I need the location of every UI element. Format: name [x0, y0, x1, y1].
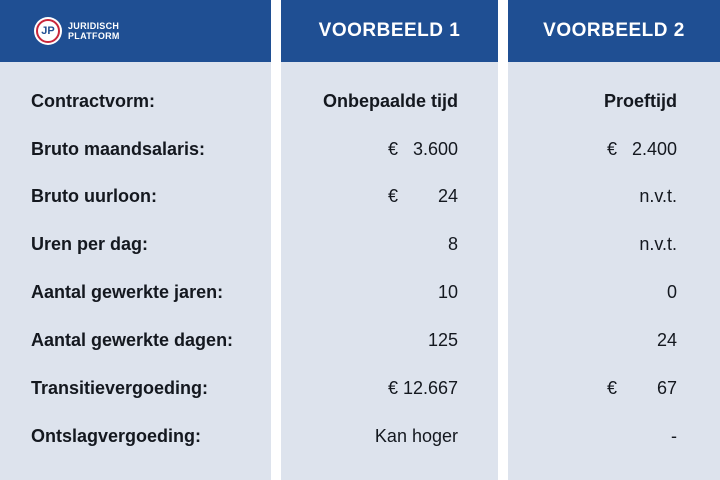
ex2-gewerkte-dagen: 24 — [656, 330, 677, 350]
money-cell — [388, 373, 458, 403]
example-2-header: VOORBEELD 2 — [508, 0, 720, 62]
logo-badge-icon — [34, 17, 62, 45]
row-label-uren-per-dag: Uren per dag: — [31, 234, 149, 254]
row-label-contractvorm: Contractvorm: — [31, 91, 156, 111]
money-cell — [607, 373, 677, 403]
currency-symbol: € — [607, 139, 618, 159]
ex2-gewerkte-jaren: 0 — [666, 282, 677, 302]
ex1-bruto-maandsalaris — [388, 134, 458, 164]
money-cell — [607, 134, 677, 164]
example-1-column — [281, 0, 498, 480]
amount: 2.400 — [631, 139, 677, 159]
logo-wordmark — [68, 21, 120, 41]
logo-header — [0, 0, 271, 62]
currency-symbol: € — [388, 378, 399, 398]
amount: 3.600 — [412, 139, 458, 159]
row-label-gewerkte-jaren: Aantal gewerkte jaren: — [31, 282, 224, 302]
ex1-contractvorm: Onbepaalde tijd — [322, 91, 458, 111]
row-label-gewerkte-dagen: Aantal gewerkte dagen: — [31, 330, 234, 350]
money-cell — [388, 181, 458, 211]
amount: 24 — [437, 186, 458, 206]
logo-line-1: JURIDISCH — [68, 21, 120, 31]
label-column — [0, 0, 271, 480]
ex2-transitievergoeding — [607, 373, 677, 403]
row-label-bruto-uurloon: Bruto uurloon: — [31, 186, 157, 206]
currency-symbol: € — [607, 378, 618, 398]
currency-symbol: € — [388, 139, 399, 159]
example-1-header: VOORBEELD 1 — [281, 0, 498, 62]
ex2-contractvorm: Proeftijd — [603, 91, 677, 111]
example-2-column — [508, 0, 720, 480]
amount: 67 — [656, 378, 677, 398]
ex2-bruto-maandsalaris — [607, 134, 677, 164]
ex1-gewerkte-dagen: 125 — [427, 330, 458, 350]
money-cell — [388, 134, 458, 164]
row-label-bruto-maandsalaris: Bruto maandsalaris: — [31, 139, 206, 159]
ex2-ontslagvergoeding: - — [671, 426, 677, 446]
ex1-gewerkte-jaren: 10 — [437, 282, 458, 302]
logo-line-2: PLATFORM — [68, 31, 120, 41]
logo-mark: JP — [36, 19, 60, 43]
ex2-bruto-uurloon: n.v.t. — [639, 186, 677, 206]
row-label-transitievergoeding: Transitievergoeding: — [31, 378, 209, 398]
ex1-transitievergoeding — [388, 373, 458, 403]
currency-symbol: € — [388, 186, 399, 206]
ex1-uren-per-dag: 8 — [447, 234, 458, 254]
juridisch-platform-logo — [34, 17, 120, 45]
amount: 12.667 — [402, 378, 458, 398]
ex2-uren-per-dag: n.v.t. — [639, 234, 677, 254]
row-label-ontslagvergoeding: Ontslagvergoeding: — [31, 426, 202, 446]
ex1-ontslagvergoeding: Kan hoger — [374, 426, 458, 446]
ex1-bruto-uurloon — [388, 181, 458, 211]
